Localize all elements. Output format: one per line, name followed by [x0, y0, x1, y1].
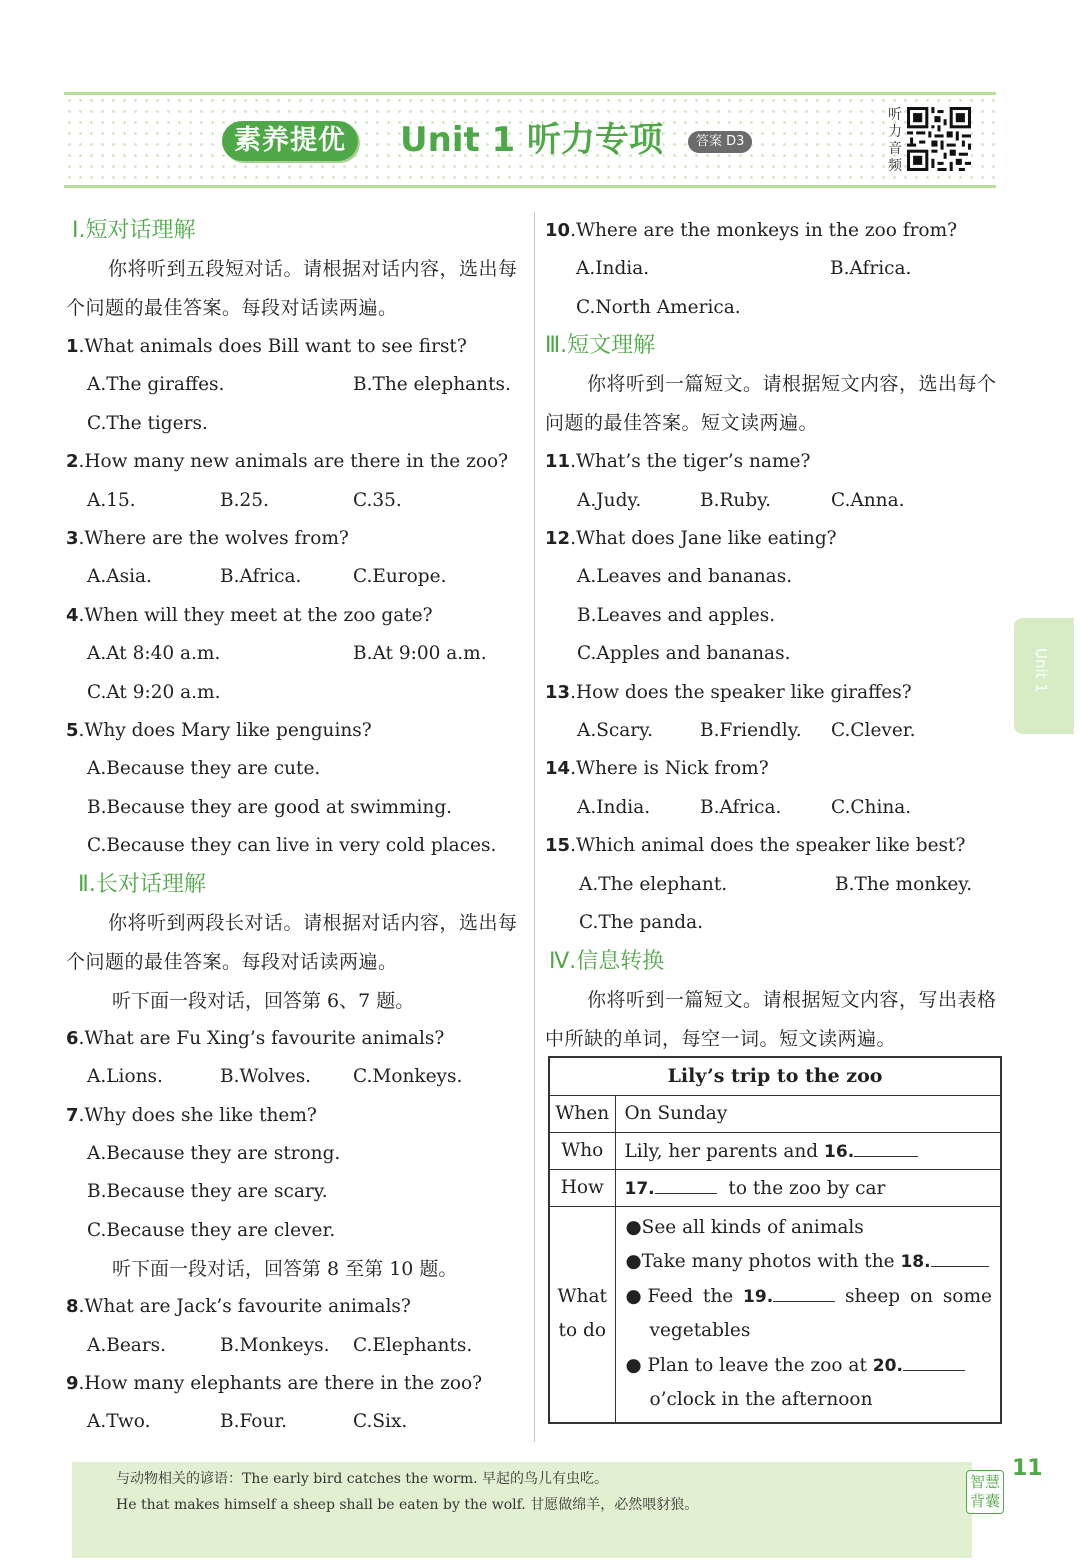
question-14: 14.Where is Nick from? — [545, 758, 769, 780]
question-8-options — [66, 1327, 526, 1365]
answer-blank-17[interactable] — [655, 1176, 717, 1194]
question-3-options — [66, 558, 526, 596]
option: A.Asia. — [87, 566, 152, 588]
blank-number: 16. — [824, 1142, 855, 1162]
option: B.Wolves. — [220, 1066, 312, 1088]
option: B.Africa. — [830, 258, 912, 280]
list-item: ●See all kinds of animals — [625, 1216, 864, 1238]
option: C.Six. — [353, 1411, 408, 1433]
question-4: 4.When will they meet at the zoo gate? — [66, 604, 433, 626]
proverb-line: He that makes himself a sheep shall be eaten by the wolf. 甘愿做绵羊，必然喂豺狼。 — [116, 1497, 699, 1513]
question-3: 3.Where are the wolves from? — [66, 528, 349, 550]
row-value: On Sunday — [615, 1095, 1001, 1132]
unit-side-tab: Unit 1 — [1014, 618, 1074, 734]
section-2-note-2: 听下面一段对话，回答第 8 至第 10 题。 — [112, 1258, 458, 1281]
right-column — [545, 212, 1005, 1059]
option: B.Africa. — [700, 796, 782, 818]
option: A.Bears. — [87, 1334, 167, 1356]
page-number: 11 — [1012, 1456, 1043, 1481]
option: B.Four. — [220, 1411, 288, 1433]
option: A.The giraffes. — [87, 374, 225, 396]
section-1-intro: 你将听到五段短对话。请根据对话内容，选出每个问题的最佳答案。每段对话读两遍。 — [66, 258, 518, 319]
option: C.Monkeys. — [353, 1066, 463, 1088]
page-title: Unit 1 听力专项 — [400, 120, 664, 160]
option: B.Africa. — [220, 566, 302, 588]
option: C.Clever. — [831, 720, 916, 742]
question-2-options — [66, 482, 526, 520]
option: C.China. — [831, 796, 912, 818]
option: B.Monkeys. — [220, 1334, 330, 1356]
option: C.Elephants. — [353, 1334, 473, 1356]
answer-blank-18[interactable] — [931, 1249, 989, 1267]
option: A.India. — [576, 258, 650, 280]
section-4-title: Ⅳ.信息转换 — [549, 948, 665, 974]
question-1: 1.What animals does Bill want to see first? — [66, 336, 467, 357]
answer-blank-19[interactable] — [773, 1284, 835, 1302]
option: A.Two. — [87, 1411, 151, 1433]
question-10-options — [545, 250, 1005, 288]
section-badge: 素养提优 — [222, 121, 358, 161]
question-12: 12.What does Jane like eating? — [545, 528, 837, 550]
table-row — [549, 1095, 1001, 1132]
question-13: 13.How does the speaker like giraffes? — [545, 681, 912, 703]
table-row — [549, 1206, 1001, 1423]
option: C.North America. — [576, 296, 741, 318]
qr-code-icon[interactable] — [907, 107, 971, 171]
list-item: ● Plan to leave the zoo at 20. — [626, 1349, 993, 1384]
wisdom-box-icon: 智慧 背囊 — [966, 1470, 1004, 1514]
qr-label: 听力音频 — [888, 107, 902, 174]
option: C.The tigers. — [87, 412, 208, 434]
row-value: Lily, her parents and 16. — [615, 1132, 1001, 1169]
answer-tag: 答案 D3 — [688, 131, 752, 153]
answer-blank-16[interactable] — [854, 1139, 918, 1157]
section-4-intro: 你将听到一篇短文。请根据短文内容，写出表格中所缺的单词，每空一词。短文读两遍。 — [545, 988, 997, 1050]
option: C.At 9:20 a.m. — [87, 681, 221, 703]
option: C.Because they are clever. — [87, 1219, 336, 1241]
list-item: vegetables — [649, 1320, 751, 1342]
question-9: 9.How many elephants are there in the zoo? — [66, 1372, 483, 1394]
option: C.Because they can live in very cold places. — [87, 835, 497, 857]
answer-blank-20[interactable] — [903, 1353, 965, 1371]
section-2-intro: 你将听到两段长对话。请根据对话内容，选出每个问题的最佳答案。每段对话读两遍。 — [66, 911, 518, 973]
option: A.Lions. — [87, 1066, 163, 1088]
table-row — [549, 1132, 1001, 1169]
section-3-title: Ⅲ.短文理解 — [545, 333, 656, 359]
question-13-options — [545, 712, 1005, 750]
option: A.Because they are cute. — [87, 758, 321, 780]
option: B.The monkey. — [835, 873, 973, 895]
question-11-options — [545, 482, 1005, 520]
question-7: 7.Why does she like them? — [66, 1104, 317, 1126]
option: B.Leaves and apples. — [577, 604, 776, 626]
row-label: How — [549, 1169, 615, 1206]
page-header — [64, 92, 996, 188]
option: B.25. — [220, 489, 269, 511]
option: C.Anna. — [831, 489, 905, 511]
what-to-do-list — [615, 1206, 1001, 1423]
section-3-intro: 你将听到一篇短文。请根据短文内容，选出每个问题的最佳答案。短文读两遍。 — [545, 373, 997, 435]
option: A.Leaves and bananas. — [577, 566, 793, 588]
trip-table — [548, 1056, 1002, 1424]
option: B.Because they are scary. — [87, 1181, 328, 1203]
question-1-options — [66, 366, 526, 404]
option: C.35. — [353, 489, 402, 511]
option: B.Ruby. — [700, 489, 772, 511]
row-value: 17. to the zoo by car — [615, 1169, 1001, 1206]
option: C.Europe. — [353, 566, 447, 588]
option: C.The panda. — [579, 912, 703, 934]
blank-number: 17. — [624, 1179, 655, 1199]
footer-proverbs — [72, 1462, 972, 1558]
option: A.The elephant. — [579, 873, 728, 895]
option: C.Apples and bananas. — [577, 643, 791, 665]
row-label: What to do — [549, 1206, 615, 1423]
question-15: 15.Which animal does the speaker like best? — [545, 835, 966, 857]
question-15-options — [545, 866, 1005, 904]
option: B.Friendly. — [700, 720, 802, 742]
option: A.Scary. — [577, 720, 654, 742]
question-6-options — [66, 1058, 526, 1096]
question-14-options — [545, 789, 1005, 827]
table-row — [549, 1169, 1001, 1206]
list-item: ●Take many photos with the 18. — [626, 1245, 993, 1280]
option: B.The elephants. — [353, 374, 511, 396]
option: A.Judy. — [577, 489, 642, 511]
question-10: 10.Where are the monkeys in the zoo from? — [545, 220, 958, 241]
option: A.At 8:40 a.m. — [87, 643, 221, 665]
section-2-note-1: 听下面一段对话，回答第 6、7 题。 — [112, 989, 415, 1012]
option: B.At 9:00 a.m. — [353, 643, 487, 665]
row-label: Who — [549, 1132, 615, 1169]
section-2-title: Ⅱ.长对话理解 — [78, 871, 206, 897]
option: B.Because they are good at swimming. — [87, 796, 453, 818]
question-6: 6.What are Fu Xing’s favourite animals? — [66, 1027, 445, 1049]
proverb-line: 与动物相关的谚语：The early bird catches the worm. 早起的鸟儿有虫吃。 — [116, 1471, 609, 1487]
list-item: o’clock in the afternoon — [649, 1389, 873, 1411]
question-5: 5.Why does Mary like penguins? — [66, 720, 372, 742]
option: A.Because they are strong. — [87, 1142, 341, 1164]
left-column — [66, 212, 526, 1442]
option: A.15. — [87, 489, 136, 511]
row-label: When — [549, 1095, 615, 1132]
table-title: Lily’s trip to the zoo — [549, 1057, 1001, 1095]
question-2: 2.How many new animals are there in the zoo? — [66, 451, 509, 473]
list-item: ● Feed the 19. sheep on some — [625, 1285, 992, 1307]
question-4-options — [66, 635, 526, 673]
question-9-options — [66, 1403, 526, 1441]
question-11: 11.What’s the tiger’s name? — [545, 451, 811, 473]
question-8: 8.What are Jack’s favourite animals? — [66, 1296, 411, 1318]
option: A.India. — [577, 796, 651, 818]
section-1-title: Ⅰ.短对话理解 — [72, 218, 196, 243]
column-divider — [534, 212, 535, 1442]
